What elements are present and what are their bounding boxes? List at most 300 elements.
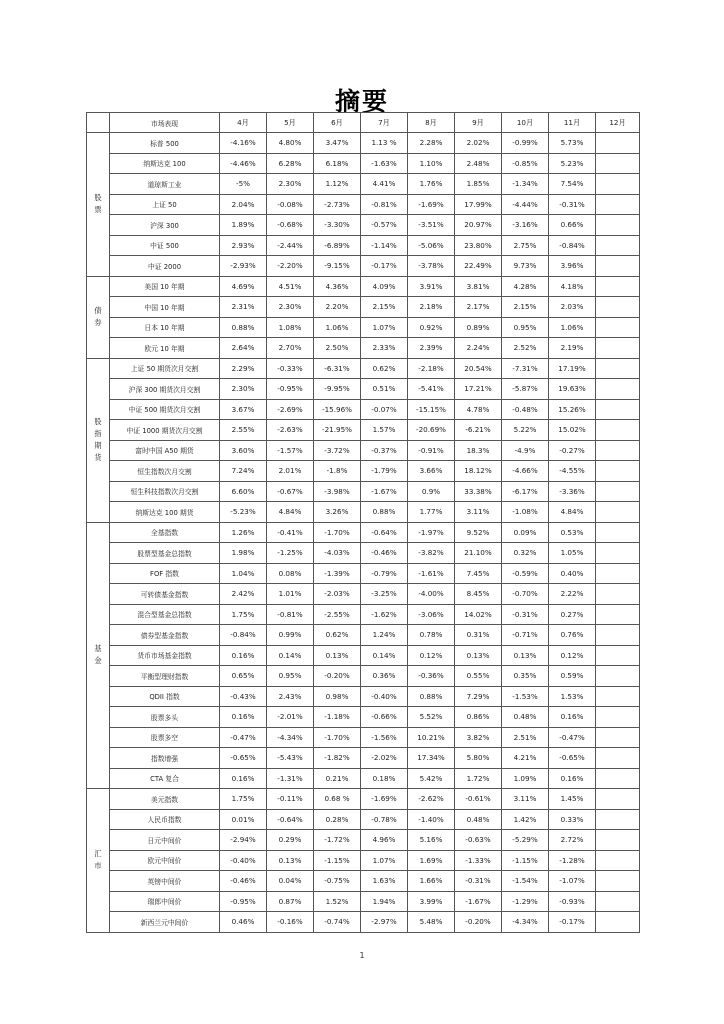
value-cell: 4.21% (502, 748, 549, 769)
value-cell: 8.45% (455, 584, 502, 605)
value-cell: -4.34% (502, 912, 549, 933)
value-cell: -0.65% (220, 748, 267, 769)
value-cell: 2.93% (220, 235, 267, 256)
table-row (87, 338, 640, 359)
value-cell (596, 768, 640, 789)
row-name: 上证 50 (110, 194, 220, 215)
value-cell: 17.21% (455, 379, 502, 400)
row-name: 恒生指数次月交割 (110, 461, 220, 482)
value-cell: -5.87% (502, 379, 549, 400)
row-name: 沪深 300 (110, 215, 220, 236)
value-cell: 23.80% (455, 235, 502, 256)
value-cell: -1.15% (502, 850, 549, 871)
header-month: 5月 (267, 113, 314, 133)
row-name: 恒生科技指数次月交割 (110, 481, 220, 502)
value-cell: -2.55% (314, 604, 361, 625)
table-row (87, 584, 640, 605)
value-cell: 0.13% (502, 645, 549, 666)
value-cell: 0.53% (549, 522, 596, 543)
value-cell: 2.52% (502, 338, 549, 359)
value-cell: 0.21% (314, 768, 361, 789)
value-cell: -6.89% (314, 235, 361, 256)
value-cell: 4.41% (361, 174, 408, 195)
value-cell: 2.30% (267, 297, 314, 318)
value-cell: 0.01% (220, 809, 267, 830)
value-cell: -0.46% (220, 871, 267, 892)
value-cell: 7.29% (455, 686, 502, 707)
row-name: 上证 50 期货次月交割 (110, 358, 220, 379)
value-cell: 0.48% (455, 809, 502, 830)
value-cell: 0.98% (314, 686, 361, 707)
value-cell: -1.29% (502, 891, 549, 912)
table-row (87, 502, 640, 523)
table-row (87, 235, 640, 256)
row-name: 标普 500 (110, 133, 220, 154)
value-cell: 0.29% (267, 830, 314, 851)
value-cell: -2.93% (220, 256, 267, 277)
value-cell: 2.70% (267, 338, 314, 359)
value-cell (596, 338, 640, 359)
value-cell: 33.38% (455, 481, 502, 502)
value-cell: -0.59% (502, 563, 549, 584)
value-cell: 0.89% (455, 317, 502, 338)
value-cell: -0.74% (314, 912, 361, 933)
value-cell: 0.14% (267, 645, 314, 666)
value-cell: 1.75% (220, 789, 267, 810)
value-cell: -1.67% (361, 481, 408, 502)
row-name: 日元中间价 (110, 830, 220, 851)
value-cell (596, 440, 640, 461)
row-name: 股票多空 (110, 727, 220, 748)
value-cell: 3.11% (502, 789, 549, 810)
value-cell: 1.45% (549, 789, 596, 810)
table-row (87, 358, 640, 379)
value-cell: 17.99% (455, 194, 502, 215)
group-label: 基 金 (87, 522, 110, 789)
value-cell: 1.89% (220, 215, 267, 236)
row-name: 富时中国 A50 期货 (110, 440, 220, 461)
value-cell: -3.16% (502, 215, 549, 236)
value-cell: 2.19% (549, 338, 596, 359)
value-cell (596, 194, 640, 215)
value-cell: -3.98% (314, 481, 361, 502)
value-cell: 4.84% (549, 502, 596, 523)
table-row (87, 420, 640, 441)
value-cell (596, 317, 640, 338)
row-name: 全基指数 (110, 522, 220, 543)
table-row (87, 686, 640, 707)
value-cell: 4.96% (361, 830, 408, 851)
value-cell: 2.50% (314, 338, 361, 359)
value-cell (596, 133, 640, 154)
value-cell: -0.65% (549, 748, 596, 769)
value-cell (596, 256, 640, 277)
value-cell (596, 645, 640, 666)
value-cell: 5.23% (549, 153, 596, 174)
value-cell: 0.13% (455, 645, 502, 666)
header-month: 7月 (361, 113, 408, 133)
value-cell: 3.99% (408, 891, 455, 912)
value-cell: -4.03% (314, 543, 361, 564)
group-label: 汇 市 (87, 789, 110, 933)
value-cell: 1.76% (408, 174, 455, 195)
value-cell: -20.69% (408, 420, 455, 441)
value-cell: -2.63% (267, 420, 314, 441)
value-cell: 0.32% (502, 543, 549, 564)
value-cell: -15.96% (314, 399, 361, 420)
group-label: 股 票 (87, 133, 110, 277)
row-name: 股票多头 (110, 707, 220, 728)
value-cell: 3.60% (220, 440, 267, 461)
value-cell: 2.24% (455, 338, 502, 359)
value-cell: -2.02% (361, 748, 408, 769)
table-row (87, 707, 640, 728)
value-cell: 0.09% (502, 522, 549, 543)
value-cell: -1.53% (502, 686, 549, 707)
value-cell: -0.95% (220, 891, 267, 912)
value-cell: 0.16% (220, 768, 267, 789)
value-cell: 2.15% (502, 297, 549, 318)
value-cell: -1.33% (455, 850, 502, 871)
value-cell: -5.23% (220, 502, 267, 523)
value-cell: -5.43% (267, 748, 314, 769)
value-cell: -4.55% (549, 461, 596, 482)
value-cell: 3.96% (549, 256, 596, 277)
value-cell: 19.63% (549, 379, 596, 400)
value-cell: 4.18% (549, 276, 596, 297)
value-cell: 0.59% (549, 666, 596, 687)
value-cell: 0.66% (549, 215, 596, 236)
value-cell: -1.25% (267, 543, 314, 564)
value-cell: 0.27% (549, 604, 596, 625)
value-cell: 4.84% (267, 502, 314, 523)
table-row (87, 563, 640, 584)
value-cell: 0.78% (408, 625, 455, 646)
value-cell: 0.33% (549, 809, 596, 830)
value-cell: 0.13% (267, 850, 314, 871)
value-cell: -2.01% (267, 707, 314, 728)
value-cell: 0.08% (267, 563, 314, 584)
value-cell: 2.48% (455, 153, 502, 174)
value-cell: 1.77% (408, 502, 455, 523)
table-row (87, 153, 640, 174)
value-cell: -0.79% (361, 563, 408, 584)
value-cell: 1.06% (549, 317, 596, 338)
table-row (87, 871, 640, 892)
table-header-row (87, 113, 640, 133)
value-cell: 2.18% (408, 297, 455, 318)
row-name: 美元指数 (110, 789, 220, 810)
value-cell: 1.85% (455, 174, 502, 195)
value-cell: 5.73% (549, 133, 596, 154)
value-cell: 0.51% (361, 379, 408, 400)
value-cell (596, 420, 640, 441)
header-corner-cell (87, 113, 110, 133)
value-cell: 5.80% (455, 748, 502, 769)
value-cell: 0.65% (220, 666, 267, 687)
value-cell: -9.95% (314, 379, 361, 400)
value-cell: -0.84% (549, 235, 596, 256)
value-cell: 2.30% (267, 174, 314, 195)
value-cell: 1.42% (502, 809, 549, 830)
value-cell: 9.73% (502, 256, 549, 277)
value-cell: 5.22% (502, 420, 549, 441)
value-cell (596, 666, 640, 687)
value-cell: -1.39% (314, 563, 361, 584)
value-cell: -15.15% (408, 399, 455, 420)
header-month: 10月 (502, 113, 549, 133)
value-cell: -1.70% (314, 522, 361, 543)
value-cell: 0.88% (361, 502, 408, 523)
row-name: 货币市场基金指数 (110, 645, 220, 666)
value-cell: 0.99% (267, 625, 314, 646)
table-row (87, 276, 640, 297)
value-cell: -4.44% (502, 194, 549, 215)
row-name: 纳斯达克 100 期货 (110, 502, 220, 523)
value-cell: 2.75% (502, 235, 549, 256)
value-cell: -0.95% (267, 379, 314, 400)
page-title: 摘要 (334, 87, 389, 116)
table-row (87, 850, 640, 871)
value-cell: 0.36% (361, 666, 408, 687)
header-month: 4月 (220, 113, 267, 133)
value-cell: -0.37% (361, 440, 408, 461)
value-cell: -0.70% (502, 584, 549, 605)
table-row (87, 912, 640, 933)
value-cell: -0.36% (408, 666, 455, 687)
value-cell: -0.20% (455, 912, 502, 933)
value-cell (596, 543, 640, 564)
table-row (87, 830, 640, 851)
value-cell: 0.87% (267, 891, 314, 912)
value-cell: 15.02% (549, 420, 596, 441)
value-cell: 0.88% (220, 317, 267, 338)
value-cell: 1.75% (220, 604, 267, 625)
value-cell: -5.06% (408, 235, 455, 256)
value-cell: 2.64% (220, 338, 267, 359)
value-cell: -3.30% (314, 215, 361, 236)
value-cell: 1.05% (549, 543, 596, 564)
value-cell (596, 174, 640, 195)
value-cell (596, 748, 640, 769)
table-body (87, 113, 640, 933)
table-row (87, 543, 640, 564)
value-cell: -1.70% (314, 727, 361, 748)
value-cell: 1.10% (408, 153, 455, 174)
value-cell: 3.67% (220, 399, 267, 420)
row-name: 混合型基金总指数 (110, 604, 220, 625)
value-cell: -1.82% (314, 748, 361, 769)
value-cell: 1.12% (314, 174, 361, 195)
value-cell: -2.03% (314, 584, 361, 605)
value-cell: -0.93% (549, 891, 596, 912)
value-cell: -1.08% (502, 502, 549, 523)
value-cell: 1.94% (361, 891, 408, 912)
value-cell: -0.08% (267, 194, 314, 215)
value-cell: -4.46% (220, 153, 267, 174)
value-cell: 3.11% (455, 502, 502, 523)
value-cell: 7.54% (549, 174, 596, 195)
value-cell: -5.41% (408, 379, 455, 400)
value-cell: 0.95% (502, 317, 549, 338)
table-row (87, 399, 640, 420)
table-row (87, 194, 640, 215)
row-name: 纳斯达克 100 (110, 153, 220, 174)
row-name: 欧元 10 年期 (110, 338, 220, 359)
value-cell: 3.26% (314, 502, 361, 523)
value-cell (596, 604, 640, 625)
value-cell: -2.97% (361, 912, 408, 933)
table-row (87, 461, 640, 482)
table-row (87, 789, 640, 810)
value-cell: -0.71% (502, 625, 549, 646)
value-cell: 7.45% (455, 563, 502, 584)
value-cell: -1.69% (361, 789, 408, 810)
value-cell: -0.81% (361, 194, 408, 215)
summary-table (86, 112, 640, 933)
value-cell: 0.12% (549, 645, 596, 666)
value-cell: 0.04% (267, 871, 314, 892)
value-cell: -1.72% (314, 830, 361, 851)
value-cell: -4.9% (502, 440, 549, 461)
table-row (87, 645, 640, 666)
table-row (87, 481, 640, 502)
value-cell: -1.56% (361, 727, 408, 748)
row-name: 瑞郎中间价 (110, 891, 220, 912)
value-cell: -0.07% (361, 399, 408, 420)
value-cell: -0.46% (361, 543, 408, 564)
table-row (87, 727, 640, 748)
value-cell: 10.21% (408, 727, 455, 748)
value-cell (596, 686, 640, 707)
value-cell: 2.30% (220, 379, 267, 400)
value-cell: 20.54% (455, 358, 502, 379)
row-name: 日本 10 年期 (110, 317, 220, 338)
value-cell: 2.72% (549, 830, 596, 851)
value-cell: -0.31% (502, 604, 549, 625)
value-cell: 2.15% (361, 297, 408, 318)
value-cell: 21.10% (455, 543, 502, 564)
value-cell: 22.49% (455, 256, 502, 277)
value-cell: -0.47% (220, 727, 267, 748)
value-cell: 0.9% (408, 481, 455, 502)
row-name: 股票型基金总指数 (110, 543, 220, 564)
value-cell (596, 215, 640, 236)
value-cell: 0.16% (220, 707, 267, 728)
table-row (87, 317, 640, 338)
table-row (87, 768, 640, 789)
row-name: 沪深 300 期货次月交割 (110, 379, 220, 400)
value-cell: -0.31% (549, 194, 596, 215)
row-name: 可转债基金指数 (110, 584, 220, 605)
value-cell: 5.48% (408, 912, 455, 933)
table-row (87, 625, 640, 646)
value-cell: 3.82% (455, 727, 502, 748)
value-cell: 2.39% (408, 338, 455, 359)
value-cell: -0.40% (361, 686, 408, 707)
value-cell: 4.51% (267, 276, 314, 297)
value-cell: -7.31% (502, 358, 549, 379)
value-cell: 0.55% (455, 666, 502, 687)
value-cell: -6.17% (502, 481, 549, 502)
page-number: 1 (359, 951, 365, 960)
value-cell: -9.15% (314, 256, 361, 277)
header-month: 8月 (408, 113, 455, 133)
value-cell: 1.72% (455, 768, 502, 789)
value-cell: -4.66% (502, 461, 549, 482)
row-name: FOF 指数 (110, 563, 220, 584)
value-cell: -3.06% (408, 604, 455, 625)
row-name: 债券型基金指数 (110, 625, 220, 646)
value-cell (596, 461, 640, 482)
value-cell: 17.19% (549, 358, 596, 379)
value-cell: 2.17% (455, 297, 502, 318)
value-cell (596, 891, 640, 912)
value-cell: 0.62% (361, 358, 408, 379)
value-cell: 0.13% (314, 645, 361, 666)
value-cell: -4.16% (220, 133, 267, 154)
value-cell: -1.54% (502, 871, 549, 892)
value-cell: -1.57% (267, 440, 314, 461)
value-cell: 2.04% (220, 194, 267, 215)
group-label: 债 券 (87, 276, 110, 358)
row-name: 平衡型理财指数 (110, 666, 220, 687)
value-cell (596, 830, 640, 851)
table-row (87, 256, 640, 277)
header-month: 9月 (455, 113, 502, 133)
value-cell: -5% (220, 174, 267, 195)
value-cell (596, 850, 640, 871)
header-month: 6月 (314, 113, 361, 133)
value-cell: -0.67% (267, 481, 314, 502)
value-cell: -1.8% (314, 461, 361, 482)
value-cell: 1.07% (361, 317, 408, 338)
value-cell: -5.29% (502, 830, 549, 851)
value-cell: -0.66% (361, 707, 408, 728)
value-cell: -0.57% (361, 215, 408, 236)
value-cell: 3.81% (455, 276, 502, 297)
value-cell: 1.07% (361, 850, 408, 871)
value-cell: 17.34% (408, 748, 455, 769)
table-row (87, 133, 640, 154)
value-cell: -0.84% (220, 625, 267, 646)
value-cell: 6.60% (220, 481, 267, 502)
value-cell: -0.61% (455, 789, 502, 810)
value-cell: -1.14% (361, 235, 408, 256)
value-cell: -3.72% (314, 440, 361, 461)
value-cell: -0.91% (408, 440, 455, 461)
value-cell: -3.78% (408, 256, 455, 277)
value-cell: -6.31% (314, 358, 361, 379)
value-cell: 0.48% (502, 707, 549, 728)
value-cell: -3.82% (408, 543, 455, 564)
value-cell: -1.79% (361, 461, 408, 482)
value-cell: -1.15% (314, 850, 361, 871)
value-cell: -0.64% (267, 809, 314, 830)
value-cell: 2.22% (549, 584, 596, 605)
header-label: 市场表现 (110, 113, 220, 133)
value-cell: 1.13 % (361, 133, 408, 154)
table-row (87, 440, 640, 461)
value-cell: 1.53% (549, 686, 596, 707)
value-cell: -1.67% (455, 891, 502, 912)
value-cell: 0.76% (549, 625, 596, 646)
value-cell: 3.66% (408, 461, 455, 482)
value-cell: -0.40% (220, 850, 267, 871)
table-row (87, 297, 640, 318)
row-name: 中证 500 (110, 235, 220, 256)
value-cell: 2.31% (220, 297, 267, 318)
